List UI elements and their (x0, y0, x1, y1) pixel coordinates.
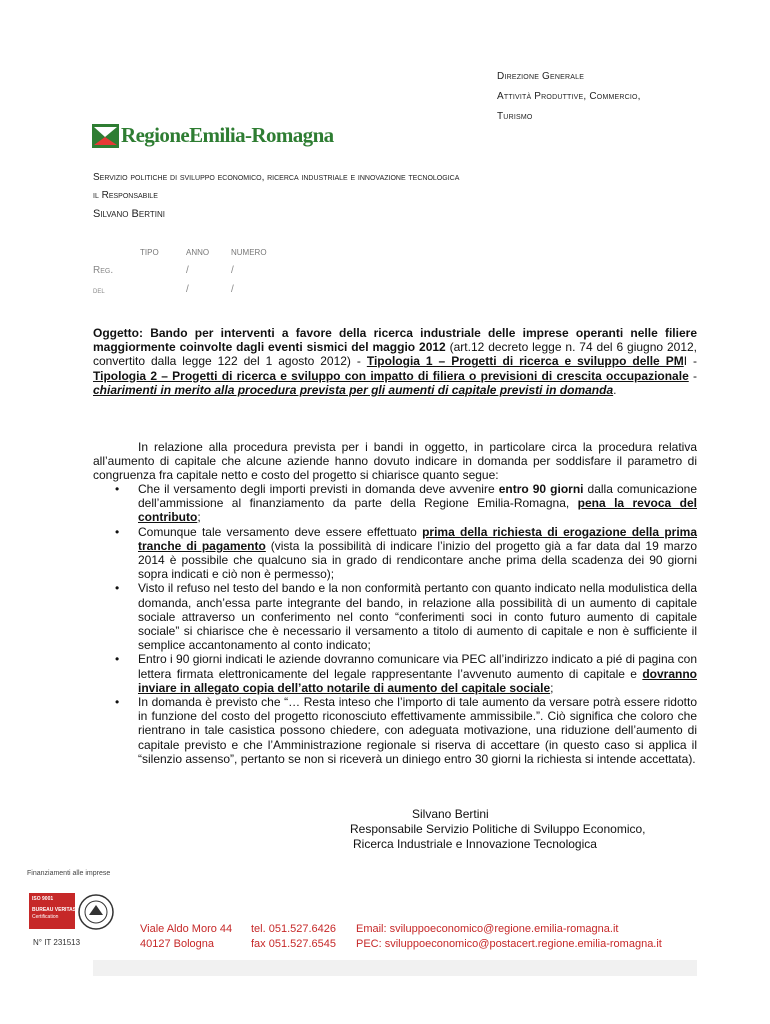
cert-number: N° IT 231513 (33, 938, 81, 947)
service-role: il Responsabile (93, 190, 158, 201)
signature-title-2: Ricerca Industriale e Innovazione Tecnologica (353, 837, 597, 851)
service-name: Servizio politiche di sviluppo economico, ricerca industriale e innovazione tecnologica (93, 172, 460, 183)
protocol-del-label: del (93, 285, 105, 295)
bureau-veritas-seal-icon (77, 893, 115, 931)
protocol-reg-slash-2: / (231, 265, 234, 276)
footer-email[interactable]: Email: sviluppoeconomico@regione.emilia-romagna.it (356, 923, 619, 935)
regione-logo-text: RegioneEmilia-Romagna (121, 123, 334, 147)
subject-end: . (613, 382, 617, 397)
header-line-3: Turismo (497, 111, 533, 122)
subject-sep-2: - (688, 368, 697, 383)
regione-logo-mark-icon (92, 124, 119, 148)
list-item (93, 525, 697, 582)
subject-label: Oggetto (93, 326, 139, 340)
intro-paragraph: In relazione alla procedura prevista per i bandi in oggetto, in particolare circa la procedura relativa all’aumento di capitale che alcune aziende hanno dovuto indicare in domanda per soddisfare il parametro di congruenza fra capitale netto e costo del progetto si chiarisce quanto segue: (93, 440, 697, 483)
signature-name: Silvano Bertini (412, 807, 489, 821)
header-line-1: Direzione Generale (497, 71, 585, 82)
bullet-4-end: ; (550, 680, 554, 695)
subject-bold-text: : Bando per interventi a favore della ricerca industriale delle imprese operanti nelle filiere maggiormente coinvolte dagli eventi sismici del maggio 2012 (93, 326, 697, 355)
footer-tel: tel. 051.527.6426 (251, 923, 337, 935)
protocol-del-slash-2: / (231, 284, 234, 295)
list-item (93, 695, 697, 766)
protocol-col-anno: ANNO (186, 248, 210, 257)
cert-line-3: Certification (32, 914, 59, 920)
footer-tag: Finanziamenti alle imprese (27, 870, 111, 877)
footer-bar (93, 960, 697, 976)
certification-badge (29, 893, 115, 937)
subject-sep-1: I - (683, 354, 697, 369)
bullet-list (93, 482, 697, 766)
protocol-del-slash-1: / (186, 284, 189, 295)
bullet-1-text-a: Che il versamento degli importi previsti in domanda deve avvenire (138, 482, 499, 496)
subject-normal-text: (art.12 decreto legge n. 74 del 6 giugno 2012, convertito dalla legge 122 del 1 agosto 2012) - (93, 340, 697, 369)
subject-tipologia-1: Tipologia 1 – Progetti di ricerca e sviluppo delle PM (366, 354, 684, 369)
protocol-reg-label: Reg. (93, 265, 114, 276)
bullet-1-bold: entro 90 giorni (498, 482, 584, 496)
header-line-2: Attività Produttive, Commercio, (497, 91, 641, 102)
cert-red-box (29, 893, 75, 929)
subject-tipologia-2: Tipologia 2 – Progetti di ricerca e sviluppo con impatto di filiera o previsioni di crescita occupazionale (93, 368, 689, 383)
footer-fax: fax 051.527.6545 (251, 938, 337, 950)
protocol-col-numero: NUMERO (231, 248, 267, 257)
bullet-2-text-c: (vista la possibilità di indicare l’inizio del progetto già a far data dal 19 marzo 2014 è possibile che qualcuno sia in grado di rendicontare anche prima della scadenza dei 90 giorni sopra indicati e ciò non è permesso); (138, 538, 697, 582)
cert-line-2: BUREAU VERITAS (32, 907, 77, 913)
footer-pec[interactable]: PEC: sviluppoeconomico@postacert.regione.emilia-romagna.it (356, 938, 662, 950)
signature-title-1: Responsabile Servizio Politiche di Sviluppo Economico, (350, 822, 646, 836)
service-person: Silvano Bertini (93, 208, 165, 220)
bullet-3-text: Visto il refuso nel testo del bando e la non conformità pertanto con quanto indicato nella modulistica della domanda, anch’essa parte integrante del bando, in relazione alla possibilità di un aumento di capitale sociale attraverso un conferimento nel conto “conferimenti soci in conto futuro aumento di capitale sociale” si chiarisce che è necessario il versamento a titolo di aumento di capitale e non è sufficiente il semplice accantonamento al conto indicato; (138, 581, 697, 653)
regione-logo (92, 123, 334, 151)
subject-paragraph (93, 326, 697, 397)
bullet-4-text-a: Entro i 90 giorni indicati le aziende dovranno comunicare via PEC all’indirizzo indicato a pié di pagina con lettera firmata elettronicamente del legale rappresentante l’avvenuto aumento di capitale e (138, 652, 697, 681)
protocol-reg-slash-1: / (186, 265, 189, 276)
bullet-1-pena: pena la revoca del contributo (138, 496, 697, 525)
bullet-1-end: ; (197, 510, 201, 525)
cert-line-1: ISO 9001 (32, 896, 54, 902)
subject-chiarimenti: chiarimenti in merito alla procedura prevista per gli aumenti di capitale previsti in domanda (93, 382, 614, 397)
protocol-col-tipo: TIPO (140, 248, 159, 257)
list-item (93, 581, 697, 652)
footer-address-2: 40127 Bologna (140, 938, 215, 950)
list-item (93, 652, 697, 695)
bullet-4-bold: dovranno inviare in allegato copia dell’atto notarile di aumento del capitale sociale (138, 666, 697, 695)
bullet-2-bold: prima della richiesta di erogazione della prima tranche di pagamento (138, 524, 697, 553)
footer-address-1: Viale Aldo Moro 44 (140, 923, 233, 935)
bullet-2-text-a: Comunque tale versamento deve essere effettuato (138, 524, 423, 539)
list-item (93, 482, 697, 525)
bullet-5-text: In domanda è previsto che “… Resta inteso che l’importo di tale aumento da versare potrà essere ridotto in funzione del costo del progetto riconosciuto effettivamente ammissibile.”. Ciò significa che coloro che rientrano in tale casistica possono chiedere, con adeguata motivazione, una riduzione dell’aumento di capitale previsto e che l’Amministrazione regionale si riserva di accettare (in questo caso si applica il “silenzio assenso”, pertanto se non si riceverà un diniego entro 30 giorni la richiesta si intende accettata). (138, 695, 697, 766)
bullet-1-text-c: dalla comunicazione dell’ammissione al finanziamento da parte della Regione Emilia-Romagna, (138, 482, 697, 511)
